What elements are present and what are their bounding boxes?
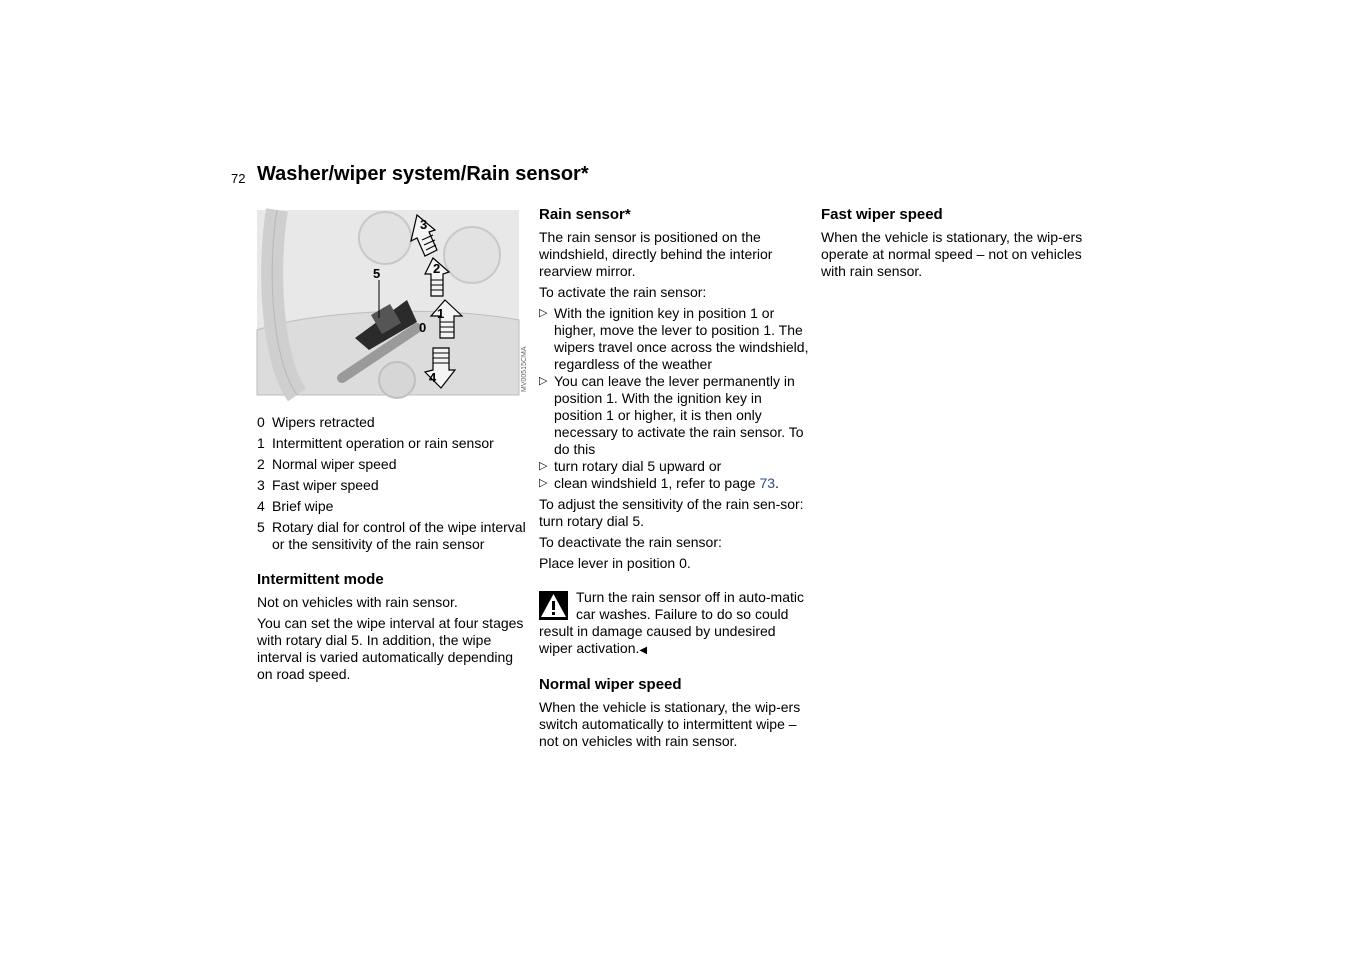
legend-number: 5 bbox=[257, 519, 265, 535]
intermittent-paragraph-2: You can set the wipe interval at four stages with rotary dial 5. In addition, the wipe interval is varied automatically depending on road speed. bbox=[257, 615, 524, 682]
legend-item bbox=[257, 414, 529, 431]
legend-text: Wipers retracted bbox=[272, 414, 375, 430]
end-mark-icon: ◀ bbox=[639, 645, 648, 656]
rain-sensor-paragraph-3: To adjust the sensitivity of the rain sen-sor: turn rotary dial 5. bbox=[539, 496, 804, 529]
legend-list bbox=[257, 414, 529, 553]
legend-item bbox=[257, 477, 529, 494]
figure-label-3: 3 bbox=[420, 217, 428, 232]
bullet-text: turn rotary dial 5 upward or bbox=[554, 458, 722, 474]
list-item bbox=[539, 475, 811, 492]
bullet-text: You can leave the lever permanently in position 1. With the ignition key in position 1 or higher, it is then only necessary to activate the rain sensor. To do this bbox=[554, 373, 804, 457]
column-left bbox=[257, 210, 529, 687]
figure-label-1: 1 bbox=[437, 306, 445, 321]
rain-sensor-paragraph-5: Place lever in position 0. bbox=[539, 555, 691, 571]
warning-note bbox=[539, 589, 811, 659]
bullet-text bbox=[554, 475, 811, 492]
figure-label-2: 2 bbox=[433, 261, 441, 276]
legend-item bbox=[257, 519, 529, 553]
legend-text: Fast wiper speed bbox=[272, 477, 379, 493]
wiper-lever-drawing bbox=[257, 210, 528, 395]
bullet-text-main: clean windshield 1, refer to page bbox=[554, 475, 760, 491]
figure-label-4: 4 bbox=[429, 370, 437, 385]
page-title: Washer/wiper system/Rain sensor* bbox=[257, 163, 589, 185]
bullet-text-end: . bbox=[775, 475, 779, 491]
normal-speed-paragraph: When the vehicle is stationary, the wip-ers switch automatically to intermittent wipe – not on vehicles with rain sensor. bbox=[539, 699, 801, 749]
normal-speed-heading: Normal wiper speed bbox=[539, 676, 682, 693]
bullet-triangle-icon: ▷ bbox=[539, 477, 548, 489]
page-number: 72 bbox=[231, 171, 246, 186]
warning-text: Turn the rain sensor off in auto-matic car washes. Failure to do so could result in damage caused by undesired wiper activation. bbox=[539, 589, 804, 656]
list-item bbox=[539, 458, 811, 475]
figure-label-5: 5 bbox=[373, 266, 381, 281]
bullet-triangle-icon: ▷ bbox=[539, 375, 548, 387]
intermittent-mode-heading: Intermittent mode bbox=[257, 571, 384, 588]
list-item bbox=[539, 373, 811, 458]
wiper-lever-illustration bbox=[257, 210, 528, 395]
figure-label-0: 0 bbox=[419, 320, 427, 335]
bullet-text: With the ignition key in position 1 or higher, move the lever to position 1. The wipers travel once across the windshield, regardless of the weather bbox=[554, 305, 809, 372]
legend-number: 1 bbox=[257, 435, 265, 451]
page-link[interactable]: 73 bbox=[759, 475, 776, 491]
bullet-triangle-icon: ▷ bbox=[539, 307, 548, 319]
fast-speed-heading: Fast wiper speed bbox=[821, 206, 943, 223]
legend-item bbox=[257, 456, 529, 473]
warning-triangle-icon bbox=[539, 591, 568, 620]
column-middle bbox=[539, 206, 811, 754]
legend-number: 0 bbox=[257, 414, 265, 430]
legend-item bbox=[257, 498, 529, 515]
legend-number: 3 bbox=[257, 477, 265, 493]
legend-text: Intermittent operation or rain sensor bbox=[272, 435, 494, 451]
legend-text: Normal wiper speed bbox=[272, 456, 397, 472]
rain-sensor-paragraph-2: To activate the rain sensor: bbox=[539, 284, 707, 300]
legend-number: 4 bbox=[257, 498, 265, 514]
legend-text: Brief wipe bbox=[272, 498, 334, 514]
column-right bbox=[821, 206, 1093, 284]
rain-sensor-paragraph-4: To deactivate the rain sensor: bbox=[539, 534, 722, 550]
legend-text: Rotary dial for control of the wipe interval or the sensitivity of the rain sensor bbox=[272, 519, 526, 552]
rain-sensor-heading: Rain sensor* bbox=[539, 206, 631, 223]
rain-sensor-paragraph-1: The rain sensor is positioned on the windshield, directly behind the interior rearview mirror. bbox=[539, 229, 773, 279]
legend-number: 2 bbox=[257, 456, 265, 472]
list-item bbox=[539, 305, 811, 373]
fast-speed-paragraph: When the vehicle is stationary, the wip-ers operate at normal speed – not on vehicles with rain sensor. bbox=[821, 229, 1083, 279]
legend-item bbox=[257, 435, 529, 452]
bullet-triangle-icon: ▷ bbox=[539, 460, 548, 472]
intermittent-paragraph-1: Not on vehicles with rain sensor. bbox=[257, 594, 458, 610]
figure-code: MV00515CMA bbox=[521, 346, 528, 392]
